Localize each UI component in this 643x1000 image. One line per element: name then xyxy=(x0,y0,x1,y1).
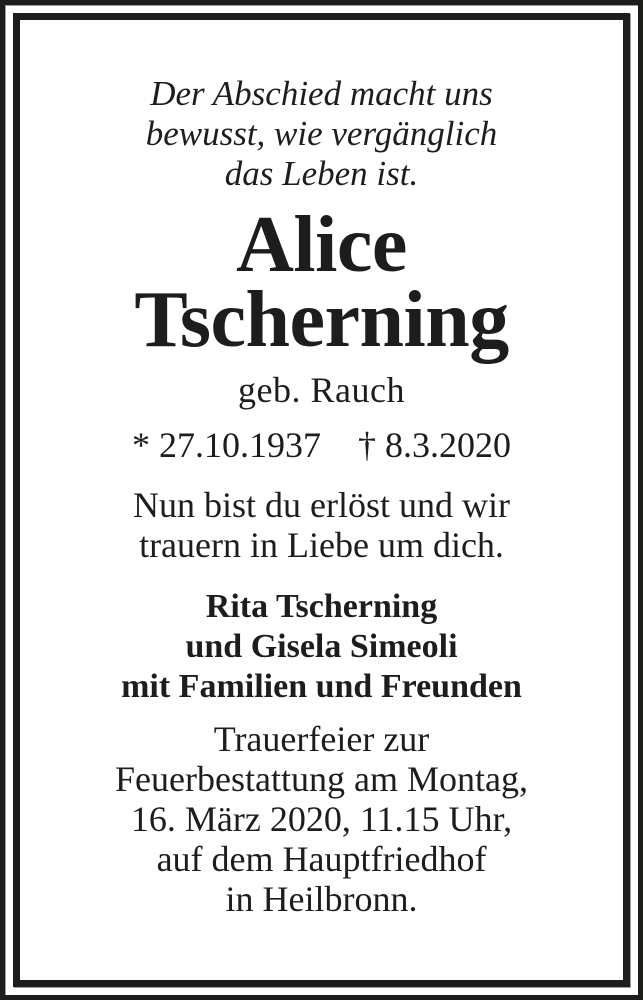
obituary-content xyxy=(20,20,623,980)
death-dagger-symbol: † xyxy=(358,425,376,465)
farewell-verse xyxy=(20,485,623,565)
service-line: Trauerfeier zur xyxy=(213,719,430,759)
service-line: Feuerbestattung am Montag, xyxy=(115,759,528,799)
farewell-line: Nun bist du erlöst und wir xyxy=(133,485,510,525)
farewell-line: trauern in Liebe um dich. xyxy=(139,525,504,565)
inner-border-frame xyxy=(13,13,630,987)
deceased-last-name: Tscherning xyxy=(134,276,509,364)
birth-date-value: 27.10.1937 xyxy=(159,425,321,465)
death-date-group xyxy=(358,425,511,465)
epigraph-verse xyxy=(20,74,623,194)
service-details xyxy=(20,719,623,919)
birth-date-group xyxy=(132,425,321,465)
mourners-list xyxy=(20,587,623,707)
epigraph-line: Der Abschied macht uns xyxy=(150,74,493,113)
deceased-name xyxy=(20,201,623,364)
deceased-first-name: Alice xyxy=(236,201,407,289)
maiden-name: geb. Rauch xyxy=(238,370,405,410)
death-date-value: 8.3.2020 xyxy=(385,425,511,465)
life-dates xyxy=(20,425,623,465)
service-line: 16. März 2020, 11.15 Uhr, xyxy=(130,799,513,839)
birth-star-symbol: * xyxy=(132,425,150,465)
service-line: auf dem Hauptfriedhof xyxy=(156,839,487,879)
epigraph-line: das Leben ist. xyxy=(224,154,419,193)
epigraph-line: bewusst, wie vergänglich xyxy=(145,114,498,153)
mourner-line: und Gisela Simeoli xyxy=(185,628,458,665)
mourner-line: mit Familien und Freunden xyxy=(121,668,522,705)
mourner-line: Rita Tscherning xyxy=(205,588,438,625)
service-line: in Heilbronn. xyxy=(225,879,418,919)
